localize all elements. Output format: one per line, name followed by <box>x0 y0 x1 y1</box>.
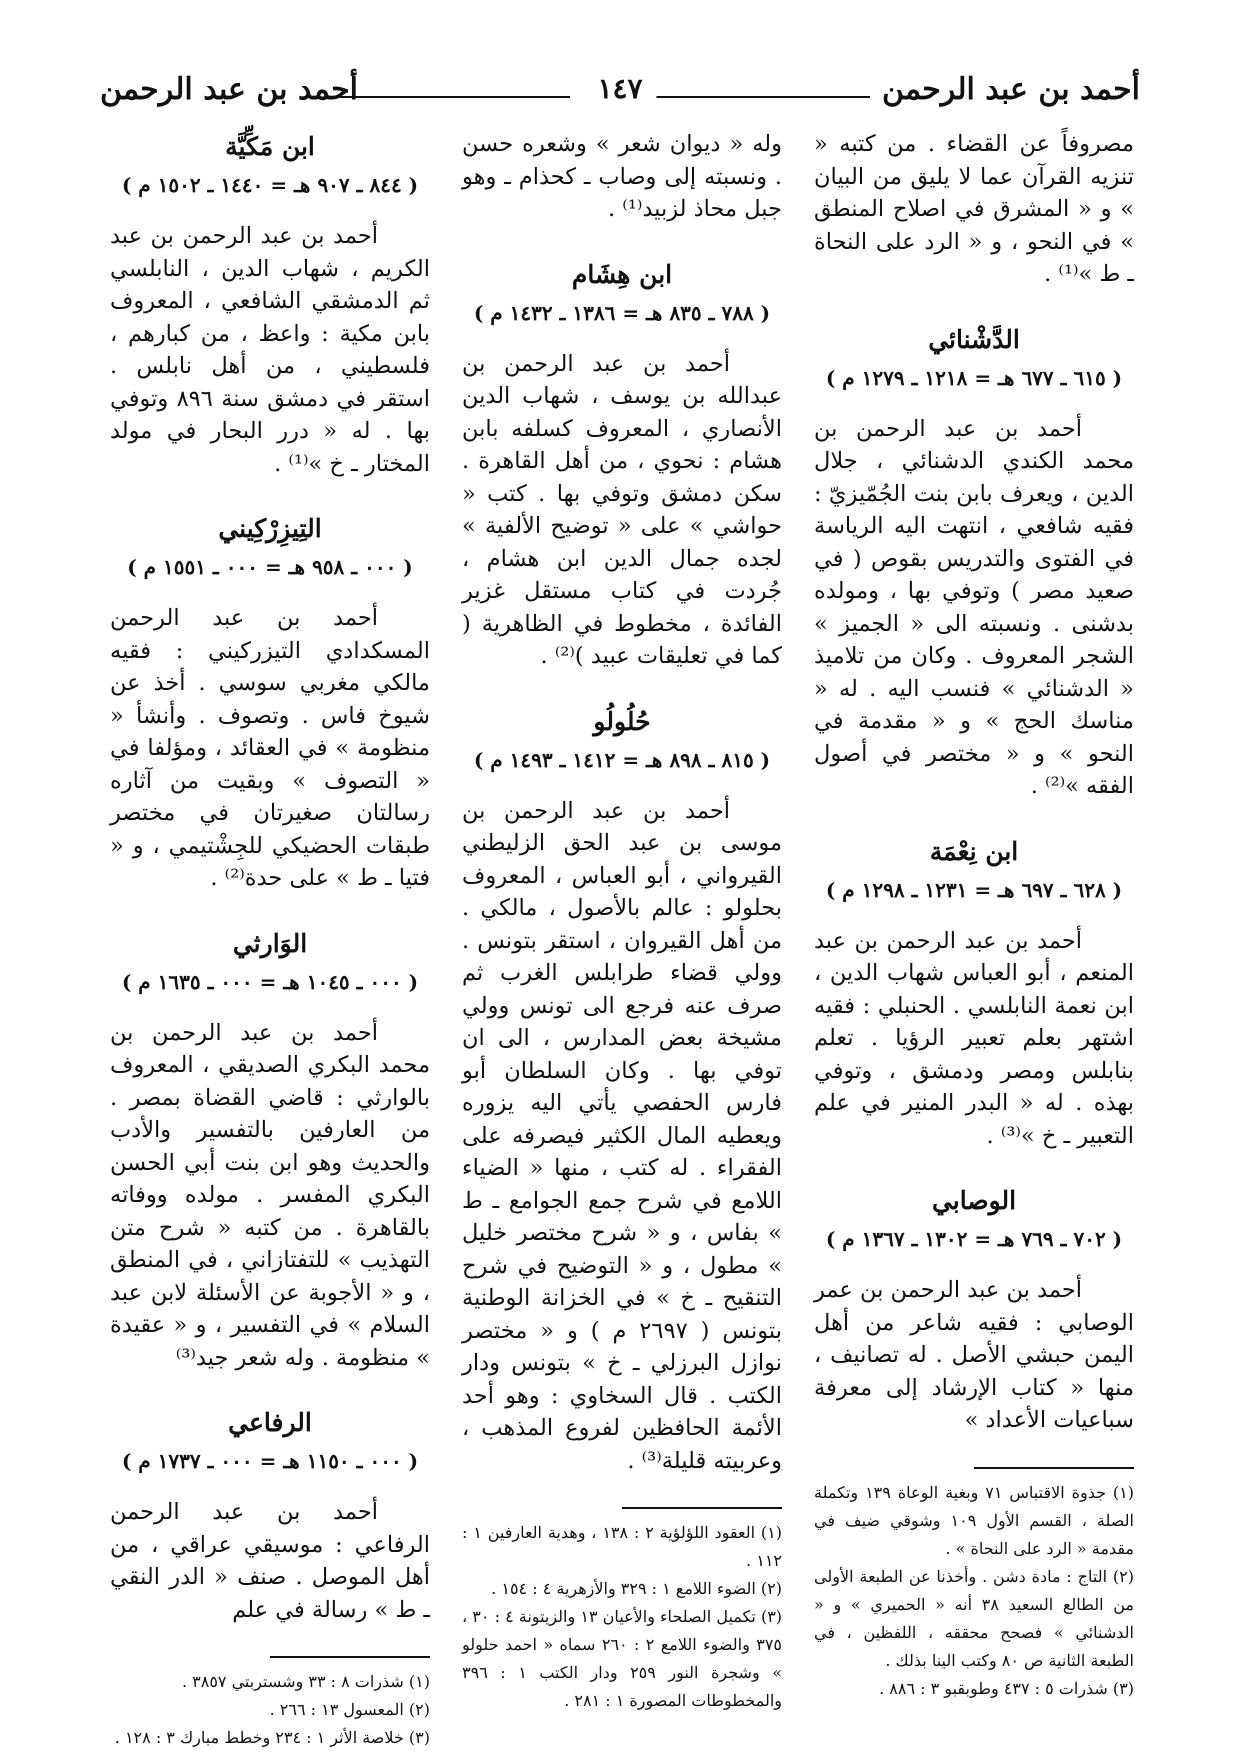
entry-dates: ( ٧٠٢ ـ ٧٦٩ هـ = ١٣٠٢ ـ ١٣٦٧ م ) <box>825 1227 1123 1251</box>
footnote-rule <box>270 1656 430 1658</box>
entry-title: الدَّشْنائي <box>928 324 1020 354</box>
entry-dates: ( ٨٤٤ ـ ٩٠٧ هـ = ١٤٤٠ ـ ١٥٠٢ م ) <box>121 173 419 197</box>
entry-title: ابن مَكِّيَّة <box>225 132 315 161</box>
entry-dates: ( ٦٢٨ ـ ٦٩٧ هـ = ١٢٣١ ـ ١٢٩٨ م ) <box>825 877 1123 902</box>
entry-text: أحمد بن عبد الرحمن بن موسى بن عبد الحق الزليطني القيرواني ، أبو العباس ، المعروف بحلولو : عالم بالأصول ، مالكي . من أهل القيروان ، استقر بتونس . وولي قضاء طرابلس الغرب ثم صرف عنه فرجع الى تونس وولي مشيخة بعض المدارس ، الى ان توفي بها . وكان السلطان أبو فارس الحفصي يأتي اليه يزوره ويعطيه المال الكثير فيصرفه على الفقراء . له كتب ، منها « الضياء اللامع في شرح جمع الجوامع ـ ط » بفاس ، و « شرح مختصر خليل » مطول ، و « التوضيح في شرح التنقيح ـ خ » في الخزانة الوطنية بتونس ( ٢٦٩٧ م ) و « مختصر نوازل البرزلي ـ خ » بتونس ودار الكتب . قال السخاوي : وهو أحد الأئمة الحافظين لفروع المذهب ، وعربيته قليلة⁽³⁾ . <box>462 797 782 1474</box>
entry-text: أحمد بن عبد الرحمن المسكدادي التيزركيني : فقيه مالكي مغربي سوسي . أخذ عن شيوخ فاس . وتصوف . وأنشأ « منظومة » في العقائد ، ومؤلفا في « التصوف » وبقيت من آثاره رسالتان صغيرتان في مختصر طبقات الحضيكي للجِشْتيمي ، و « فتيا ـ ط » على حدة⁽²⁾ . <box>110 605 430 891</box>
entry-text: أحمد بن عبد الرحمن بن محمد الكندي الدشنائي ، جلال الدين ، ويعرف بابن بنت الجُمّيزيّ : فقيه شافعي ، انتهت اليه الرياسة في الفتوى والتدريس بقوص ( في صعيد مصر ) وتوفي بها ، ومولده بدشنى . ونسبته الى « الجميز » الشجر المعروف . وكان من تلاميذ « الدشنائي » فنسب اليه . له « مناسك الحج » و « مقدمة في النحو » و « مختصر في أصول الفقه »⁽²⁾ . <box>814 415 1134 799</box>
entry-title: حُلُولُو <box>593 706 651 736</box>
entry-text: أحمد بن عبد الرحمن بن عبدالله بن يوسف ، شهاب الدين الأنصاري ، المعروف كسلفه بابن هشام : نحوي ، من أهل القاهرة . سكن دمشق وتوفي بها . كتب « حواشي » على « توضيح الألفية » لجده جمال الدين ابن هشام ، جُردت في كتاب مستقل غزير الفائدة ، مخطوط في الظاهرية ( كما في تعليقات عبيد )⁽²⁾ . <box>462 350 782 669</box>
entry-dates: ( ٧٨٨ ـ ٨٣٥ هـ = ١٣٨٦ ـ ١٤٣٢ م ) <box>473 300 771 325</box>
running-title-right: أحمد بن عبد الرحمن <box>882 72 1140 107</box>
entry-dashnai <box>814 321 1134 803</box>
footnote: (٢) الضوء اللامع ١ : ٣٢٩ والأزهرية ٤ : ١٥٤ . <box>491 1579 782 1598</box>
entry-ibn-nima <box>814 833 1134 1153</box>
entry-tizirkini <box>110 510 430 895</box>
entry-dates: ( ٦١٥ ـ ٦٧٧ هـ = ١٢١٨ ـ ١٢٧٩ م ) <box>825 365 1123 390</box>
footnote: (١) العقود اللؤلؤية ٢ : ١٣٨ ، وهدية العارفين ١ : ١١٢ . <box>462 1523 782 1570</box>
entry-dates: ( ٠٠٠ ـ ١٠٤٥ هـ = ٠٠٠ ـ ١٦٣٥ م ) <box>121 969 419 994</box>
page-header <box>100 66 1140 116</box>
entry-text: أحمد بن عبد الرحمن بن محمد البكري الصديقي ، المعروف بالوارثي : قاضي القضاة بمصر . من العارفين بالتفسير والأدب والحديث وهو ابن بنت أبي الحسن البكري المفسر . مولده ووفاته بالقاهرة . من كتبه « شرح متن التهذيب » للتفتازاني ، في المنطق ، و « الأجوبة عن الأسئلة لابن عبد السلام » في التفسير ، و « عقيدة » منظومة . وله شعر جيد⁽³⁾ <box>110 1019 430 1371</box>
entry-text: أحمد بن عبد الرحمن بن عمر الوصابي : فقيه شاعر من أهل اليمن حبشي الأصل . له تصانيف ، منها « كتاب الإرشاد إلى معرفة سباعيات الأعداد » <box>814 1277 1134 1433</box>
footnote: (٣) تكميل الصلحاء والأعيان ١٣ والزيتونة ٤ : ٣٠ ، ٣٧٥ والضوء اللامع ٢ : ٢٦٠ سماه « احمد حلولو » وشجرة النور ٢٥٩ ودار الكتب ١ : ٣٩٦ والمخطوطات المصورة ١ : ٢٨١ . <box>462 1607 783 1710</box>
entry-text: أحمد بن عبد الرحمن الرفاعي : موسيقي عراقي ، من أهل الموصل . صنف « الدر النقي ـ ط » رسالة في علم <box>110 1499 430 1623</box>
footnote: (١) شذرات ٨ : ٣٣ وشستربتي ٣٨٥٧ . <box>181 1672 430 1691</box>
running-title-left: أحمد بن عبد الرحمن <box>100 72 358 107</box>
footnote-rule <box>622 1507 782 1509</box>
entry-dates: ( ٨١٥ ـ ٨٩٨ هـ = ١٤١٢ ـ ١٤٩٣ م ) <box>473 747 771 772</box>
column-left <box>110 128 430 1752</box>
continued-text: وله « ديوان شعر » وشعره حسن . ونسبته إلى وصاب ـ كحذام ـ وهو جبل محاذ لزبيد⁽¹⁾ . <box>462 131 782 222</box>
entry-dates: ( ٠٠٠ ـ ١١٥٠ هـ = ٠٠٠ ـ ١٧٣٧ م ) <box>121 1449 419 1473</box>
header-rule-right <box>640 96 870 98</box>
column-middle <box>462 128 782 1715</box>
continued-text: مصروفاً عن القضاء . من كتبه « تنزيه القرآن عما لا يليق من البيان » و « المشرق في اصلاح المنطق » في النحو ، و « الرد على النحاة ـ ط »⁽¹⁾ . <box>814 131 1134 287</box>
footnote: (٣) شذرات ٥ : ٤٣٧ وطوبقبو ٣ : ٨٨٦ . <box>879 1678 1134 1698</box>
footnote: (٢) التاج : مادة دشن . وأخذنا عن الطبعة الأولى من الطالع السعيد ٣٨ أنه « الحميري » و « الدشنائي » فصحح محققه ، اللفظين ، في الطبعة الثانية ص ٨٠ وكتب الينا بذلك . <box>814 1566 1134 1670</box>
entry-text: أحمد بن عبد الرحمن بن عبد المنعم ، أبو العباس شهاب الدين ، ابن نعمة النابلسي . الحنبلي : فقيه اشتهر بعلم تعبير الرؤيا . تعلم بنابلس ومصر ودمشق ، وتوفي بهذه . له « البدر المنير في علم التعبير ـ خ »⁽³⁾ . <box>814 927 1134 1149</box>
entry-ibn-makkiya <box>110 128 430 480</box>
entry-title: الوصابي <box>931 1186 1017 1215</box>
footnote: (٢) المعسول ١٣ : ٢٦٦ . <box>269 1700 430 1719</box>
footnote: (٣) خلاصة الأثر ١ : ٢٣٤ وخطط مبارك ٣ : ١٢٨ . <box>114 1728 430 1747</box>
column-right <box>814 128 1134 1703</box>
entry-title: الرفاعي <box>228 1408 312 1437</box>
entry-hululu <box>462 703 782 1478</box>
header-rule-left <box>340 96 570 98</box>
entry-wassabi <box>814 1182 1134 1437</box>
entry-title: التِيزِرْكِيني <box>218 514 322 543</box>
entry-ibn-hisham <box>462 256 782 673</box>
footnote: (١) جذوة الاقتباس ٧١ وبغية الوعاة ١٣٩ وتكملة الصلة ، القسم الأول ١٠٩ وشوقي ضيف في مقدمة « الرد على النحاة » . <box>814 1482 1134 1558</box>
page-number: ١٤٧ <box>583 72 656 105</box>
entry-title: ابن نِعْمَة <box>929 836 1019 866</box>
entry-title: الوَارثي <box>232 928 308 958</box>
entry-title: ابن هِشَام <box>571 259 673 289</box>
entry-warithi <box>110 925 430 1375</box>
footnote-rule <box>974 1467 1134 1469</box>
entry-dates: ( ٠٠٠ ـ ٩٥٨ هـ = ٠٠٠ ـ ١٥٥١ م ) <box>127 555 413 579</box>
entry-rifai <box>110 1404 430 1626</box>
entry-text: أحمد بن عبد الرحمن بن عبد الكريم ، شهاب الدين ، النابلسي ثم الدمشقي الشافعي ، المعروف بابن مكية : واعظ ، من كبارهم ، فلسطيني ، من أهل نابلس . استقر في دمشق سنة ٨٩٦ وتوفي بها . له « درر البحار في مولد المختار ـ خ »⁽¹⁾ . <box>110 223 430 477</box>
